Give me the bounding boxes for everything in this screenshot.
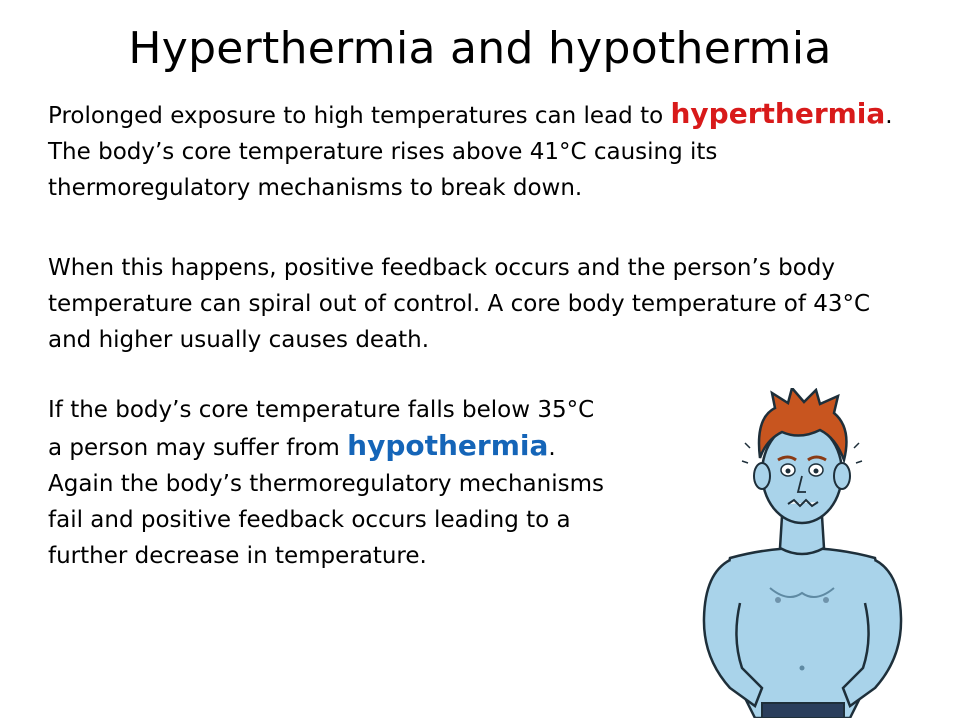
paragraph-hypothermia-rest: . Again the body’s thermoregulatory mechanisms fail and positive feedback occurs leading to a further decrease in temperature. — [48, 435, 604, 569]
paragraph-hypothermia — [48, 392, 608, 574]
waistband — [762, 703, 844, 718]
cold-man-illustration — [700, 388, 905, 718]
slide-title: Hyperthermia and hypothermia — [128, 23, 832, 74]
paragraph-hyperthermia — [48, 96, 918, 206]
right-ear — [834, 463, 850, 489]
navel — [800, 666, 805, 671]
right-pupil — [814, 469, 819, 474]
left-ear — [754, 463, 770, 489]
paragraph-hyperthermia-rest: . The body’s core temperature rises above 41°C causing its thermoregulatory mechanisms to break down. — [48, 103, 893, 201]
hyperthermia-term: hyperthermia — [670, 97, 886, 130]
paragraph-hyperthermia-intro: Prolonged exposure to high temperatures can lead to — [48, 103, 671, 129]
paragraph-hypothermia-intro: If the body’s core temperature falls below 35°C a person may suffer from — [48, 397, 595, 461]
left-nipple — [775, 597, 781, 603]
right-nipple — [823, 597, 829, 603]
left-pupil — [786, 469, 791, 474]
shiver-mark-right — [854, 443, 862, 463]
shiver-mark-left — [742, 443, 750, 463]
hypothermia-term: hypothermia — [347, 429, 549, 462]
paragraph-positive-feedback: When this happens, positive feedback occurs and the person’s body temperature can spiral out of control. A core body temperature of 43°C and higher usually causes death. — [48, 255, 871, 353]
